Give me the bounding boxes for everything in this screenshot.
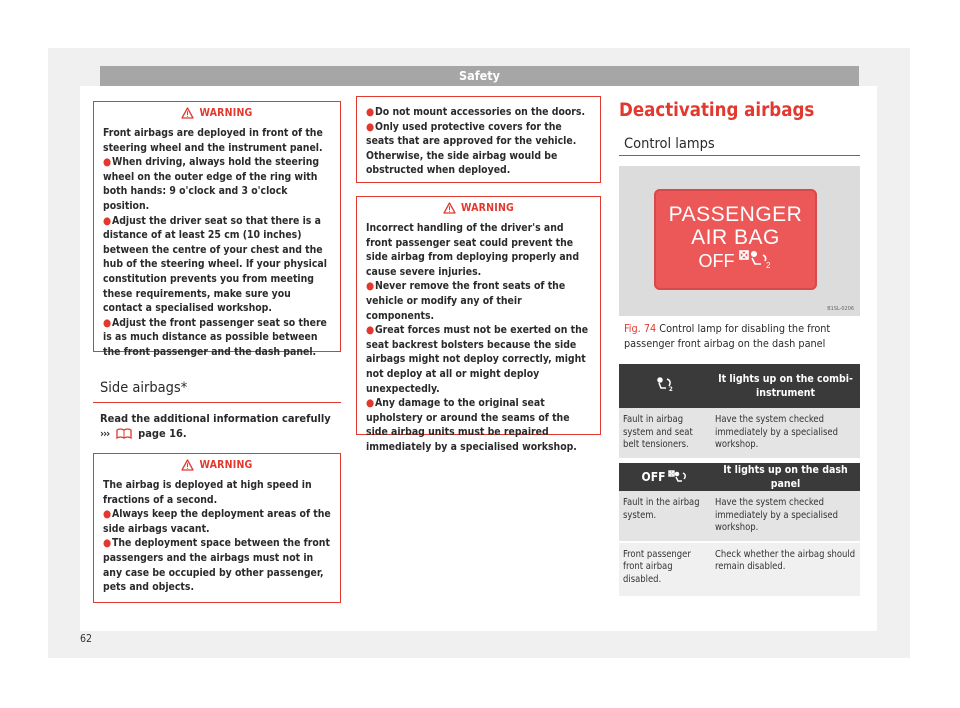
table-row <box>619 408 860 458</box>
passenger-airbag-off-icon <box>739 249 773 274</box>
warning-intro: Front airbags are deployed in front of the steering wheel and the instrument panel. <box>103 127 323 154</box>
warning-bullet: ●Adjust the driver seat so that there is a distance of at least 25 cm (10 inches) between the centre of your chest and the hub of the steering wheel. If your physical constitution prevents you from meeting these requirements, make sure you contact a specialised workshop. <box>103 214 327 315</box>
warning-bullet: ●When driving, always hold the steering wheel on the outer edge of the ring with both hands: 9 o'clock and 3 o'clock position. <box>103 156 320 212</box>
passenger-airbag-lamp: PASSENGER AIR BAG OFF 2 <box>654 189 817 290</box>
warning-bullet: ●Do not mount accessories on the doors. <box>366 106 586 118</box>
warning-triangle-icon <box>181 459 194 471</box>
warning-header <box>357 197 600 219</box>
reference-arrow: ››› <box>100 427 110 440</box>
section-header: Safety <box>100 66 859 86</box>
table-header-row <box>619 463 860 491</box>
passenger-airbag-off-icon: OFF <box>642 470 689 484</box>
figure-label: Fig. 74 <box>624 322 657 335</box>
table-cell: Fault in the airbag system. <box>619 491 711 541</box>
warning-bullet: ●Great forces must not be exerted on the seat backrest bolsters because the side airbags might not deploy correctly, might not deploy at all or might deploy unexpectedly. <box>366 324 589 395</box>
table-cell: Fault in airbag system and seat belt tensioners. <box>619 408 711 458</box>
table-header: It lights up on the combi-instrument <box>711 364 860 408</box>
side-airbags-paragraph: Read the additional information carefully ››› page 16. <box>100 411 340 444</box>
warning-header <box>94 102 340 124</box>
warning-bullet: ●Only used protective covers for the seats that are approved for the vehicle. Otherwise, the side airbag would be obstructed when deployed. <box>366 120 577 177</box>
warning-title: WARNING <box>199 459 253 471</box>
table-cell: Check whether the airbag should remain disabled. <box>711 543 860 597</box>
svg-text:2: 2 <box>669 386 673 391</box>
figure-control-lamp <box>619 166 860 316</box>
warning-box-front-airbags <box>93 101 341 358</box>
heading-underline <box>619 155 860 156</box>
warning-title: WARNING <box>199 107 253 119</box>
heading-underline <box>93 402 341 403</box>
section-title: Deactivating airbags <box>619 100 815 121</box>
warning-continuation-box <box>356 96 601 183</box>
warning-bullet: ●Always keep the deployment areas of the side airbags vacant. <box>103 508 331 535</box>
svg-text:2: 2 <box>765 261 770 269</box>
page-link[interactable]: page 16. <box>138 427 187 440</box>
warning-box-side-airbags <box>93 453 341 603</box>
warning-bullet: ●Any damage to the original seat upholstery or around the seams of the side airbag units must be repaired immediately by a specialised workshop. <box>366 397 577 453</box>
warning-intro: The airbag is deployed at high speed in fractions of a second. <box>103 479 312 506</box>
side-airbags-heading: Side airbags* <box>100 380 188 396</box>
subsection-title: Control lamps <box>624 136 715 152</box>
warning-triangle-icon <box>181 107 194 119</box>
book-icon[interactable] <box>115 427 133 444</box>
table-cell: Have the system checked immediately by a specialised workshop. <box>711 491 860 541</box>
warning-bullet: ●The deployment space between the front passengers and the airbags must not in any case be occupied by other passenger, pets and objects. <box>103 537 330 594</box>
warning-bullet: ●Adjust the front passenger seat so there is as much distance as possible between the front passenger and the dash panel. <box>103 316 327 358</box>
warning-bullet: ●Never remove the front seats of the vehicle or modify any of their components. <box>366 280 566 322</box>
page-number: 62 <box>80 633 93 645</box>
table-cell: Have the system checked immediately by a specialised workshop. <box>711 408 860 458</box>
table-cell: Front passenger front airbag disabled. <box>619 543 711 597</box>
dash-panel-table <box>619 463 860 596</box>
combi-instrument-table <box>619 364 860 458</box>
warning-title: WARNING <box>460 202 514 214</box>
table-header-row <box>619 364 860 408</box>
warning-intro: Incorrect handling of the driver's and front passenger seat could prevent the side airbag from deploying properly and cause severe injuries. <box>366 222 580 278</box>
warning-box-seats <box>356 196 601 453</box>
figure-caption: Fig. 74 Control lamp for disabling the front passenger front airbag on the dash panel <box>624 322 831 350</box>
table-header: It lights up on the dash panel <box>711 463 860 491</box>
warning-header <box>94 454 340 476</box>
table-row <box>619 491 860 541</box>
warning-triangle-icon <box>443 202 456 214</box>
table-row <box>619 543 860 597</box>
figure-code: B1SL-0206 <box>827 306 854 312</box>
airbag-icon <box>656 382 674 394</box>
